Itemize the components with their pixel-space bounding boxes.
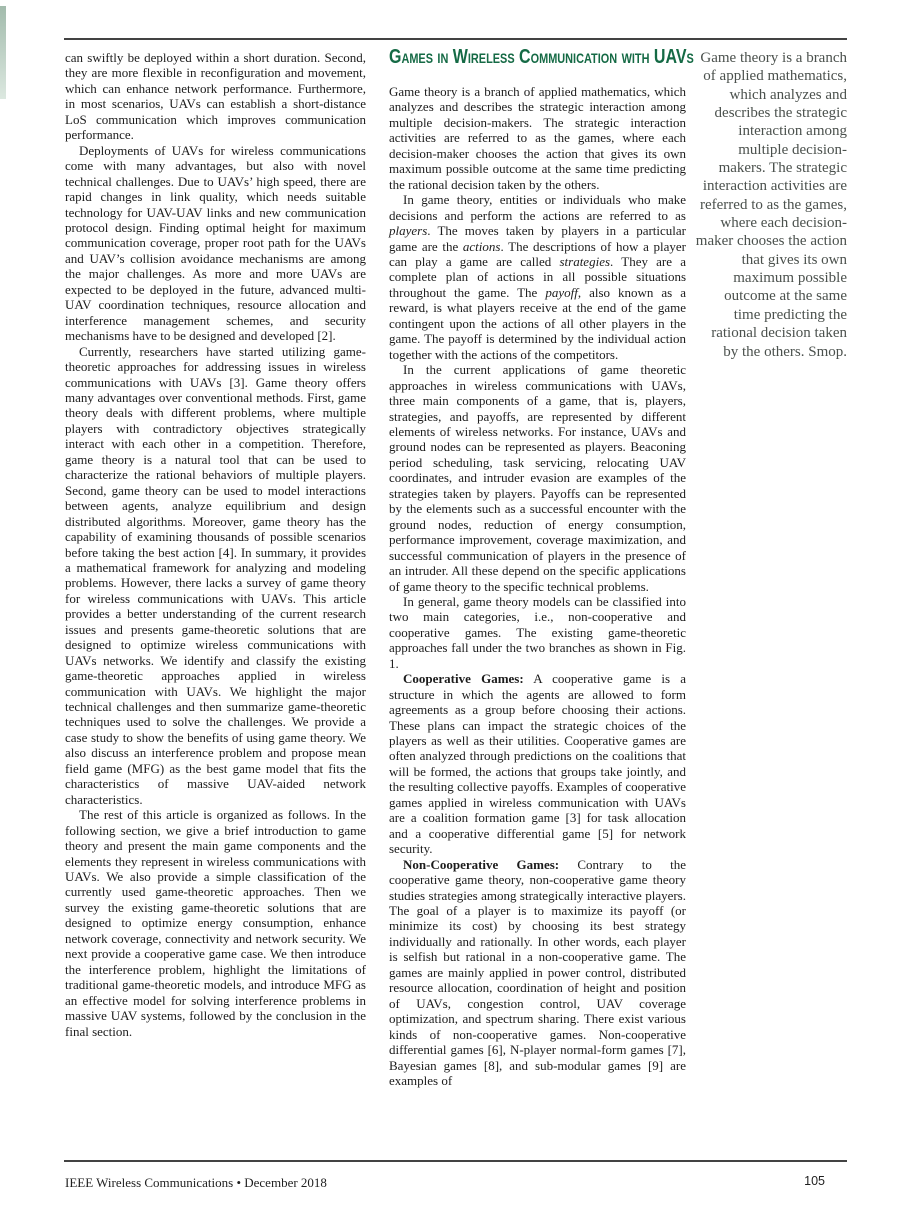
footer-journal: IEEE Wireless Communications • December 2018 <box>65 1175 327 1190</box>
paragraph: Game theory is a branch of applied mathematics, which analyzes and describes the strategic interaction among multiple decision-makers. The strategic interaction activities are referred to as the games, where each decision-maker chooses the action that gives its own maximum possible outcome at the same time predicting the rational decision taken by the others. <box>389 84 686 192</box>
middle-column <box>389 84 686 1088</box>
footer-page-number: 105 <box>804 1174 825 1188</box>
paragraph: The rest of this article is organized as follows. In the following section, we give a brief introduction to game theory and present the main game components and the elements they represent in wireless communications with UAVs. We also provide a simple classification of the currently used game-theoretic approaches. Then we survey the existing game-theoretic solutions that are designed to optimize energy consumption, enhance network coverage, connectivity and network security. We next provide a cooperative game case. We then introduce the interference problem, highlight the limitations of traditional game-theoretic models, and introduce MFG as an effective model for solving interference problems in massive UAV systems, followed by the conclusion in the final section. <box>65 807 366 1039</box>
left-column <box>65 50 366 1039</box>
paragraph: Currently, researchers have started utilizing game-theoretic approaches for addressing issues in wireless communications with UAVs [3]. Game theory offers many advantages over conventional methods. First, game theory deals with different problems, where multiple players with contradictory objectives strategically interact with each other in a competition. Therefore, game theory is a natural tool that can be used to characterize the rational behaviors of multiple players. Second, game theory can be used to model interactions between agents, analyze equilibrium and design distributed algorithms. Moreover, game theory has the capability of examining thousands of possible scenarios before taking the best action [4]. In summary, it provides a mathematical framework for analyzing and modeling problems. However, there lacks a survey of game theory for wireless communications with UAVs. This article provides a better understanding of the current research issues and presents game-theoretic solutions that are designed to optimize wireless communications with UAVs networks. We identify and classify the existing game-theoretic approaches applied in wireless communication with UAVs. We highlight the major technical challenges and then summarize game-theoretic techniques used to solve the challenges. We provide a case study to show the benefits of using game theory. We also discuss an interference problem and propose mean field game (MFG) as the best game model that fits the characteristics of massive UAV-aided network characteristics. <box>65 343 366 807</box>
footer-rule <box>64 1160 847 1162</box>
section-heading: Games in Wireless Communication with UAVs <box>389 45 694 68</box>
paragraph: In the current applications of game theoretic approaches in wireless communications with UAVs, three main components of a game, that is, players, strategies, and payoffs, are represented by different elements of wireless networks. For instance, UAVs and ground nodes can be represented as players. Beaconing period scheduling, task servicing, relocating UAV coordinates, and intruder evasion are examples of the strategies taken by players. Payoffs can be represented by the elements such as a successful encounter with the ground nodes, reduction of energy consumption, performance improvement, coverage maximization, and successful communication of players in the presence of an intruder. All these depend on the specific applications of game theory to the specific technical problems. <box>389 362 686 594</box>
paragraph: can swiftly be deployed within a short duration. Second, they are more flexible in reconfiguration and movement, which can enhance network performance. Furthermore, in most scenarios, UAVs can establish a short-distance LoS communication which improves communication performance. <box>65 50 366 143</box>
paragraph: Deployments of UAVs for wireless communications come with many advantages, but also with novel technical challenges. Due to UAVs’ high speed, there are rapid changes in link quality, which needs suitable technology for UAV-UAV links and new communication protocol design. Finding optimal height for maximum communication coverage, proper root path for the UAVs and UAV’s collision avoidance mechanisms are among the major challenges. As more and more UAVs are expected to be deployed in the future, advanced multi-UAV coordination techniques, resource allocation and interference management schemes, and security mechanisms have to be designed and developed [2]. <box>65 142 366 344</box>
paragraph: Non-Cooperative Games: Contrary to the cooperative game theory, non-cooperative game theory studies strategies among strategically interactive players. The goal of a player is to maximize its payoff (or minimize its cost) by choosing its best strategy individually and rationally. In other words, each player is selfish but rational in a non-cooperative game. The games are mainly applied in power control, distributed resource allocation, coordination of height and position of UAVs, congestion control, UAV coverage optimization, and spectrum sharing. There exist various kinds of non-cooperative games. Non-cooperative differential games [6], N-player normal-form games [7], Bayesian games [8], and sub-modular games [9] are examples of <box>389 856 686 1088</box>
paragraph: In general, game theory models can be classified into two main categories, i.e., non-cooperative and cooperative games. The existing game-theoretic approaches fall under the two branches as shown in Fig. 1. <box>389 593 686 671</box>
pull-quote: Game theory is a branch of applied mathematics, which analyzes and describes the strategic interaction among multiple decision-makers. The strategic interaction activities are referred to as the games, where each decision-maker chooses the action that gives its own maximum possible outcome at the same time predicting the rational decision taken by the others. Smop. <box>695 50 847 360</box>
paragraph: In game theory, entities or individuals who make decisions and perform the actions are referred to as players. The moves taken by players in a particular game are the actions. The descriptions of how a player can play a game are called strategies. They are a complete plan of actions in all possible situations throughout the game. The payoff, also known as a reward, is what players receive at the end of the game contingent upon the actions of all other players in the game. The payoff is determined by the individual action together with the actions of the competitors. <box>389 192 687 362</box>
left-accent-bar <box>0 6 6 99</box>
paragraph: Cooperative Games: A cooperative game is a structure in which the agents are allowed to form agreements as a group before choosing their actions. These plans can impact the strategic choices of the players as well as their utilities. Cooperative games are often analyzed through predictions on the coalitions that will be formed, the actions that groups take jointly, and the resulting collective payoffs. Examples of cooperative games applied in wireless communication with UAVs are a coalition formation game [3] for task allocation and a cooperative differential game [5] for network security. <box>389 671 687 857</box>
top-rule <box>64 38 847 40</box>
